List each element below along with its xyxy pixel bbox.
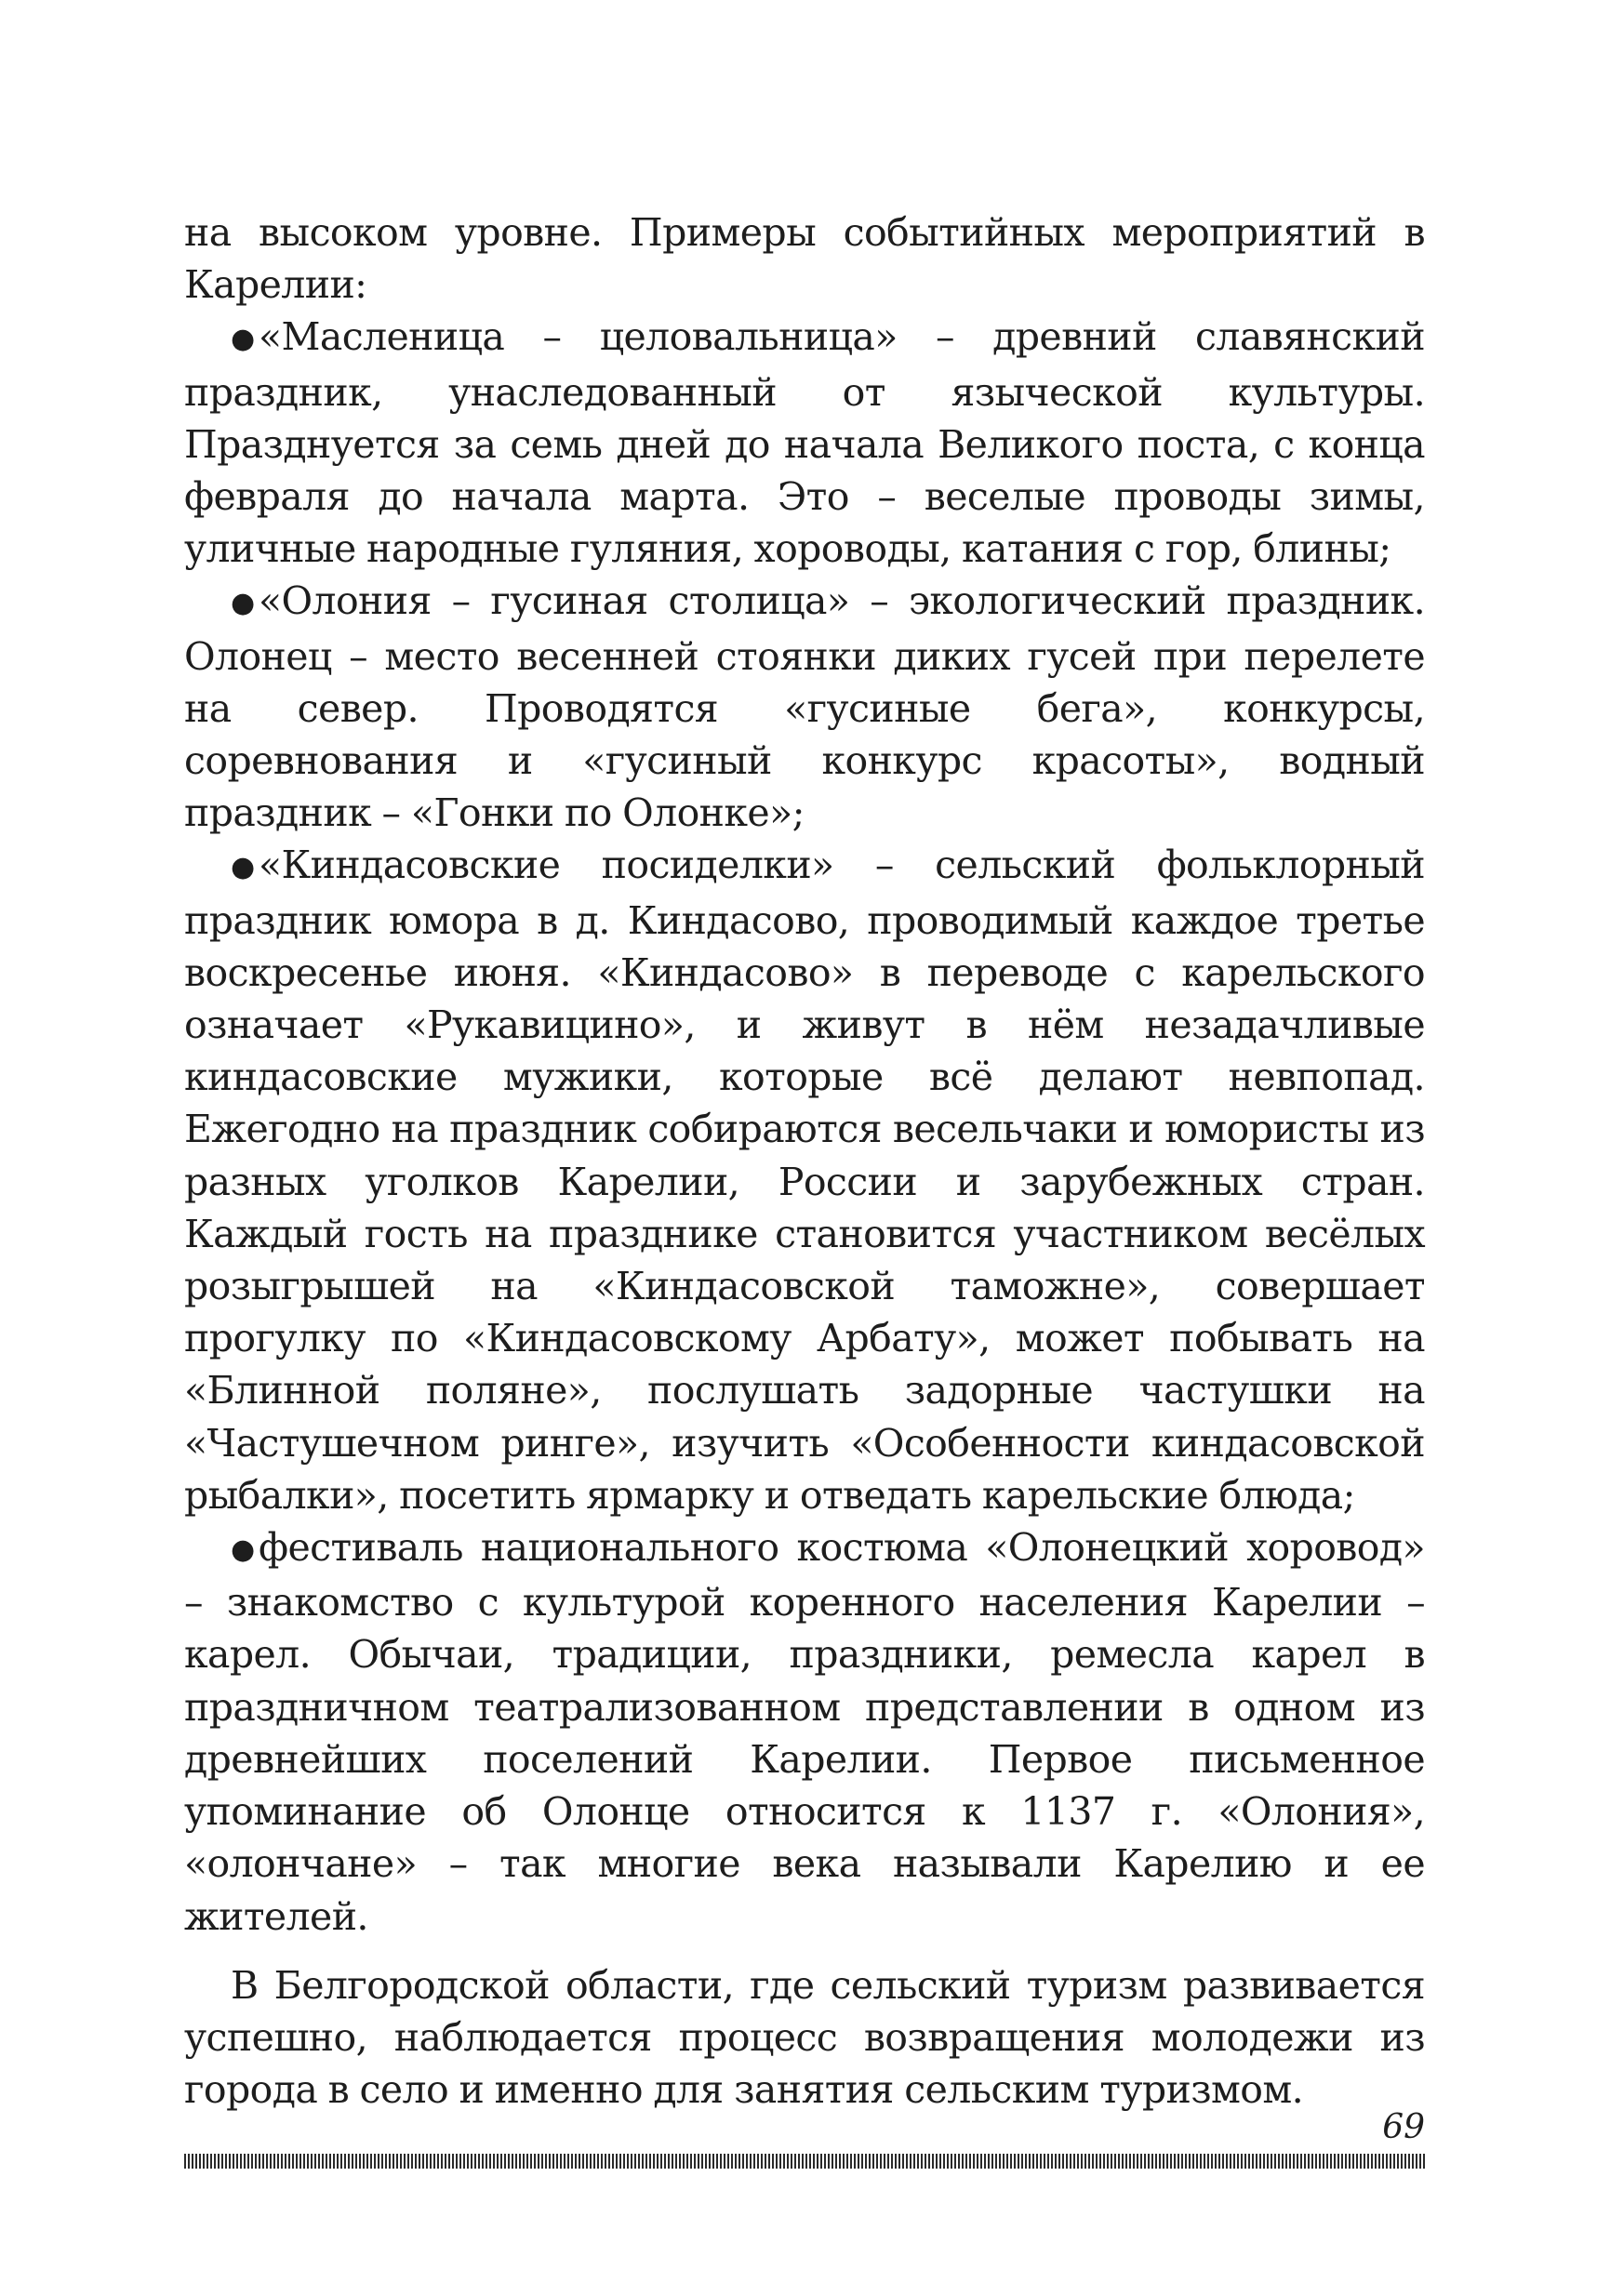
list-item-kindasovo <box>184 839 1425 1521</box>
list-item-olonia <box>184 575 1425 839</box>
closing-paragraph: В Белгородской области, где сельский туризм развивается успешно, наблюдается процесс возвращения молодежи из города в село и именно для занятия сельским туризмом. <box>184 1962 1425 2113</box>
list-item-text: «Олония – гусиная столица» – экологический праздник. Олонец – место весенней стоянки диких гусей при перелете на север. Проводятся «гусиные бега», конкурсы, соревнования и «гусиный конкурс красоты», водный праздник – «Гонки по Олонке»; <box>184 578 1425 836</box>
list-item-text: «Киндасовские посиделки» – сельский фольклорный праздник юмора в д. Киндасово, проводимый каждое третье воскресенье июня. «Киндасово» в переводе с карельского означает «Рукавицино», и живут в нём незадачливые киндасовские мужики, которые всё делают невпопад. Ежегодно на праздник собираются весельчаки и юмористы из разных уголков Карелии, России и зарубежных стран. Каждый гость на празднике становится участником весёлых розыгрышей на «Киндасовской таможне», совершает прогулку по «Киндасовскому Арбату», может побывать на «Блинной поляне», послушать задорные частушки на «Частушечном ринге», изучить «Особенности киндасовской рыбалки», посетить ярмарку и отведать карельские блюда; <box>184 843 1425 1518</box>
page-number: 69 <box>1382 2108 1425 2146</box>
page-body <box>184 206 1425 2116</box>
list-item-maslenitsa <box>184 311 1425 575</box>
bullet-icon: ● <box>231 587 255 620</box>
bullet-icon: ● <box>231 851 255 884</box>
bullet-icon: ● <box>231 1533 255 1567</box>
bullet-icon: ● <box>231 323 255 356</box>
list-item-text: «Масленица – целовальница» – древний славянский праздник, унаследованный от языческой культуры. Празднуется за семь дней до начала Великого поста, с конца февраля до начала марта. Это – веселые проводы зимы, уличные народные гуляния, хороводы, катания с гор, блины; <box>184 314 1425 572</box>
intro-paragraph: на высоком уровне. Примеры событийных мероприятий в Карелии: <box>184 210 1425 308</box>
list-item-festival <box>184 1521 1425 1943</box>
list-item-text: фестиваль национального костюма «Олонецкий хоровод» – знакомство с культурой коренного населения Карелии – карел. Обычаи, традиции, праздники, ремесла карел в праздничном театрализованном представлении в одном из древнейших поселений Карелии. Первое письменное упоминание об Олонце относится к 1137 г. «Олония», «олончане» – так многие века называли Карелию и ее жителей. <box>184 1525 1425 1939</box>
footer-rule <box>184 2154 1425 2169</box>
